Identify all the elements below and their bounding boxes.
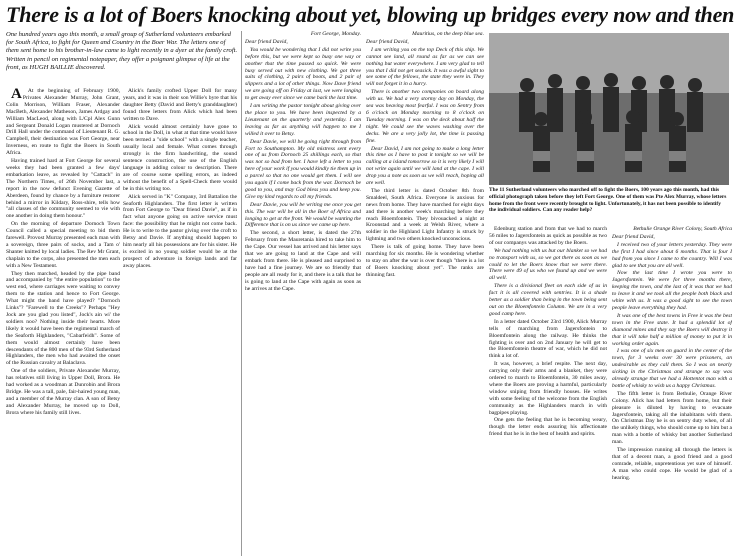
paragraph: Alick served in "K" Company, 3rd Battalion the Seaforth Highlanders. The first letter is written from Fort George to "Dear friend Davie", as if in fact what anyone going on active service must face: the possibility that he might not come back. He is to write to the pastor giving over the croft to Betsy and Davie. If anything should happen to him nearly all his possessions are for his sister. He is excited in no young soldier would be at the prospect of adventure in foreign lands and far away places. bbox=[123, 193, 237, 269]
letter-salutation: Dear friend David, bbox=[366, 38, 409, 45]
paragraph: It was, however, a brief respite. The next day, carrying only their arms and a blanket, they were ordered to march to Bloemfontein, 30 miles away, where the Boers are proving a harmful, particularly window sniping from friendly houses. He writes with some feeling of the welcome from the English community as the Highlanders march in with bagpipes playing. bbox=[489, 361, 607, 416]
paragraph: In a letter dated October 23rd 1900, Alick Murray tells of marching from Jagersfontein to Bloemfontein along the railway. He thinks the fighting is over and on 2nd January he will get to the Bloemfontein theatre of war, which he did not think a lot of. bbox=[489, 318, 607, 360]
paragraph bbox=[6, 88, 120, 157]
letter-paragraph: I am writing you on the top Deck of this ship. We cannot see land, all round as far as we can see nothing but water everywhere. I am very glad to tell you that I did not get seasick. It was a awful sight to see some of the fellows, the state they were in. They will not forget it in a hurry. bbox=[366, 46, 484, 88]
letter-salutation: Dear friend David, bbox=[245, 38, 288, 45]
letter-paragraph: I was one of six men on guard in the center of the town, for 3 weeks over 30 were prisoners, an undesirable as they call them. So I was on nearly sicking in the Christmas and strange to say was already strange that we had a Hottentot man with a bottle of whisky to wish us a happy Christmas. bbox=[612, 348, 732, 389]
letter-header: Fort George, Monday. bbox=[310, 31, 361, 37]
paragraph: The impression running all through the letters is that of a decent man, a good friend and a good comrade, reliable, unpretentious yet sure of himself. A man who could cope. He would be glad of a hearing. bbox=[612, 447, 732, 481]
letter-paragraph: Now the last time I wrote you were to Jagersfontein. We were for three months there, keeping the town, and the last of it was that we had to leave it and we took all the people both black and white with us. It was a good sight to see the town people leave everything they had. bbox=[612, 270, 732, 311]
paragraph-text: At the beginning of February 1900, Privates Alexander Murray, John Grant, Colin Morrison, William Fraser, Alexander MacBeth, Alexander Matheson, James Ardgay and William MacLeod, along with L/Cpl Alex Gunn and Sergeant Donald Logan mustered at Dornoch Drill Hall under the command of Lieutenant R. G. Campbell, their destination was Fort George, near Inverness, en route to fight the Boers in South Africa. bbox=[6, 88, 120, 157]
letter-paragraph: Dear Davie, you will be writing me once you get this. The war will be all in the Boer of Africa and longing to get at the front. We would be wanting the Difference that is on us since we came up here. bbox=[245, 201, 361, 229]
photo-illustration bbox=[489, 33, 729, 185]
drop-cap: A bbox=[11, 88, 22, 102]
letter-paragraph: You would be wondering that I did not write you before this, but we were kept so busy one way or another that the time passed so quick. We were busy served out with new clothing. We got three suits of clothing, 2 pairs of boots, and 2 pair of slippers and a lot of other things. Now Dave friend we are going off on Friday at last, we were longing to get away ever since we came back the last time. bbox=[245, 46, 361, 102]
paragraph: They then marched, headed by the pipe band and accompanied by "the entire population" to the west end, where carriages were waiting to convey them to the station and hence to Fort George. What might the band have played? "Dornoch Links"? "Farewell to the Creeks"? Perhaps "Hey Jock are you glad you listed", Jock's ain wi' the soldiers noo? Nothing inside their hearts. More likely it would have been the regimental march of the Seaforth Highlanders, "Cabarfeidh". Some of them would almost certainly have been descendants of the 800 men of the 93rd Sutherland Highlanders, the men who had awaited the onset of the Russian cavalry at Balaclava. bbox=[6, 270, 120, 367]
letter-header: Mauritius, on the deep blue sea. bbox=[412, 31, 484, 37]
letter-salutation: Dear friend David, bbox=[612, 233, 655, 240]
column-6 bbox=[612, 226, 732, 556]
paragraph: One of the soldiers, Private Alexander Murray, has relatives still living in Upper Doll, Brora. He had worked as a woodman at Dunrobin and Brora Bridge. He was a tall, pale, fair-haired young man, and a member of the Murray clan. A son of Betsy and Alexander Murray, he moved up to Doll, Brora where his family still lives. bbox=[6, 368, 120, 416]
letter-paragraph: There is a divisional fleet on each side of us in fact it is all covered with sentries. It is a shade better as a soldier than being in the town being sent out on the Bloemfontein Column. We are in a very good camp here. bbox=[489, 283, 607, 317]
letter-header: Bethulie Orange River Colony, South Africa bbox=[633, 226, 732, 232]
letter-paragraph: I received two of your letters yesterday. They were the first I had since about 6 months. That is four I had from you since I came to the country. Will I was glad to see that you are all well. bbox=[612, 241, 732, 269]
column-5 bbox=[489, 226, 607, 556]
column-3 bbox=[245, 31, 361, 556]
letter-paragraph: I am writing the pastor tonight about giving over the place to you. We have been inspected by a Lieutenant on the quarterly and yesterday. I am leaving as far as anything will happen to me I willed it over to Betsy. bbox=[245, 103, 361, 137]
paragraph: Edenburg station and from that we had to march 56 miles to Jagersfontein as quick as possible as two of our companys was attacked by the Boers. bbox=[489, 226, 607, 246]
paragraph: On the morning of departure Dornoch Town Council called a special meeting to bid them farewell. Provost Murray presented each man with a sovereign, three pairs of socks, and a Tam o' Shanter knitted by local ladies. The Rev Mr Grant, chaplain to the corps, also presented the men each with a New Testament. bbox=[6, 221, 120, 269]
headline: There is a lot of Boers knocking about yet, blowing up bridges every now and then bbox=[6, 2, 735, 27]
column-2 bbox=[123, 88, 237, 556]
paragraph: There is talk of going home. They have been marching for six months. He is wondering whether to stay on after the war is over though "there is a lot of Boers knocking about yet". The ranks are thinning fast. bbox=[366, 244, 484, 278]
paragraph: One gets the feeling that he is becoming weary, though the letter ends assuring his affectionate friend that he is in the best of health and spirits. bbox=[489, 417, 607, 438]
paragraph: Alick would almost certainly have gone to school in the Doll, in what at that time would have been termed a "side school" with a single teacher, usually local and female. What comes through strongly is the firm handwriting, the sound sentence construction, the use of the English language in adding colour to description. There are of course some spelling errors, as indeed without the benefit of a Spell-Check there would be in this writing too. bbox=[123, 123, 237, 192]
column-rule bbox=[241, 31, 242, 556]
photo-caption: The 11 Sutherland volunteers who marched off to fight the Boers, 100 years ago this month, had this official photograph taken before they left Fort George. One of them was Pte Alex Murray, whose letters home from the front were recently brought to light. Unfortunately, it has not been possible to identify the individual soldiers. Can any reader help? bbox=[489, 187, 727, 214]
paragraph: Having trained hard at Fort George for several weeks they had been granted a few days' embarkation leave, as revealed by "Cattach" in The Northern Times, of 26th November last, a report in the now defunct Evening Gazette of Aberdeen, found by chance by a furniture restorer behind a mirror in Kildary, Ross-shire, tells how "all classes of the community seemed to vie with one another in doing them honour." bbox=[6, 158, 120, 220]
paragraph: The fifth letter is from Bethulie, Orange River Colony. Alick has had letters from home, but their pleasure is diluted by having to evacuate Jagersfontein, taking all the inhabitants with them. On Christmas Day he is on sentry duty when, of all the unlikely things, who should come up to him but a man with a bottle of whisky but another Sutherland man. bbox=[612, 390, 732, 446]
letter-paragraph: It was one of the best towns in Free it was the best town in the Free state. It had a splendid lot of diamond mines and they say the Boers will destroy it that it will take half a million of money to put it in working order again. bbox=[612, 312, 732, 347]
paragraph: The second, a short letter, is dated the 27th February from the Mauretania hired to take him to the Cape. Our vessel has arrived and his letter says that we are going to land at the Cape and will embark from there. He is pleased and surprised to have had a fine journey. We are so friendly that people are all ready for it, and there is a talk that he is going to land at the Cape with again as soon as he arrives at the Cape. bbox=[245, 230, 361, 292]
letter-paragraph: We had nothing with us but our blanket so we had no transport with us, so we got there as soon as we could to let the Boers know that we were there. There were 49 of us who we found up and we were all well. bbox=[489, 247, 607, 282]
paragraph: The third letter is dated October 8th from Smaldeel, South Africa. Everyone is anxious for news from home. They have marched for eight days and there is another week's marching before they reach Bloemfontein. They bivouacked a night at Kroonstad and a week at Welsh River, where a soldier in the Highland Light Infantry is struck by lightning and two others knocked unconscious. bbox=[366, 187, 484, 243]
paragraph: Alick's family crofted Upper Doll for many years, and it was in their son Willie's byre that his daughter Betty (David and Betty's granddaughter) found three letters from Alick which had been written to Dave. bbox=[123, 88, 237, 122]
column-4 bbox=[366, 31, 484, 556]
letter-paragraph: Dear David, I am not going to make a long letter this time as I have to post it tonight so we will be calling at a island tomorrow so it is very likely I will not write again until we will land at the cape. I will drop you a note as soon as we will reach, hoping all are well. bbox=[366, 145, 484, 187]
intro-standfirst: One hundred years ago this month, a small group of Sutherland volunteers embarked for South Africa, to fight for Queen and Country in the Boer War. The letters one of them sent home to his brother-in-law came to light recently in a dyer at the family croft. Written in pencil on regimental notepaper, they offer a poignant glimpse of life at the front, as HUGH BAILLIE discovered. bbox=[6, 31, 238, 71]
letter-paragraph: There is another two companies on board along with us. We had a very stormy day on Monday, the sea was heaving most fearful. I was on Sentry from 6 o'clock on Monday morning to 8 o'clock on Tuesday morning. I was on the deck about half the night. We could see the waves washing over the decks. We are a very jolly lot, the time is passing fine. bbox=[366, 89, 484, 144]
soldiers-photo bbox=[489, 33, 729, 185]
letter-paragraph: Dear Davie, we will be going right through from Fort to Southampton. My old mistress sent every one of us from Dornoch 25 shillings each, so that was not so bad from her. I have left a letter to you here of your work if you would kindly tie them up in a parcel so that no one would get them. I will see you again if I come back from the war. Dornoch be good to you, and may God bless you and keep you. Give my kind regards to all my friends. bbox=[245, 138, 361, 200]
column-1 bbox=[6, 88, 120, 556]
